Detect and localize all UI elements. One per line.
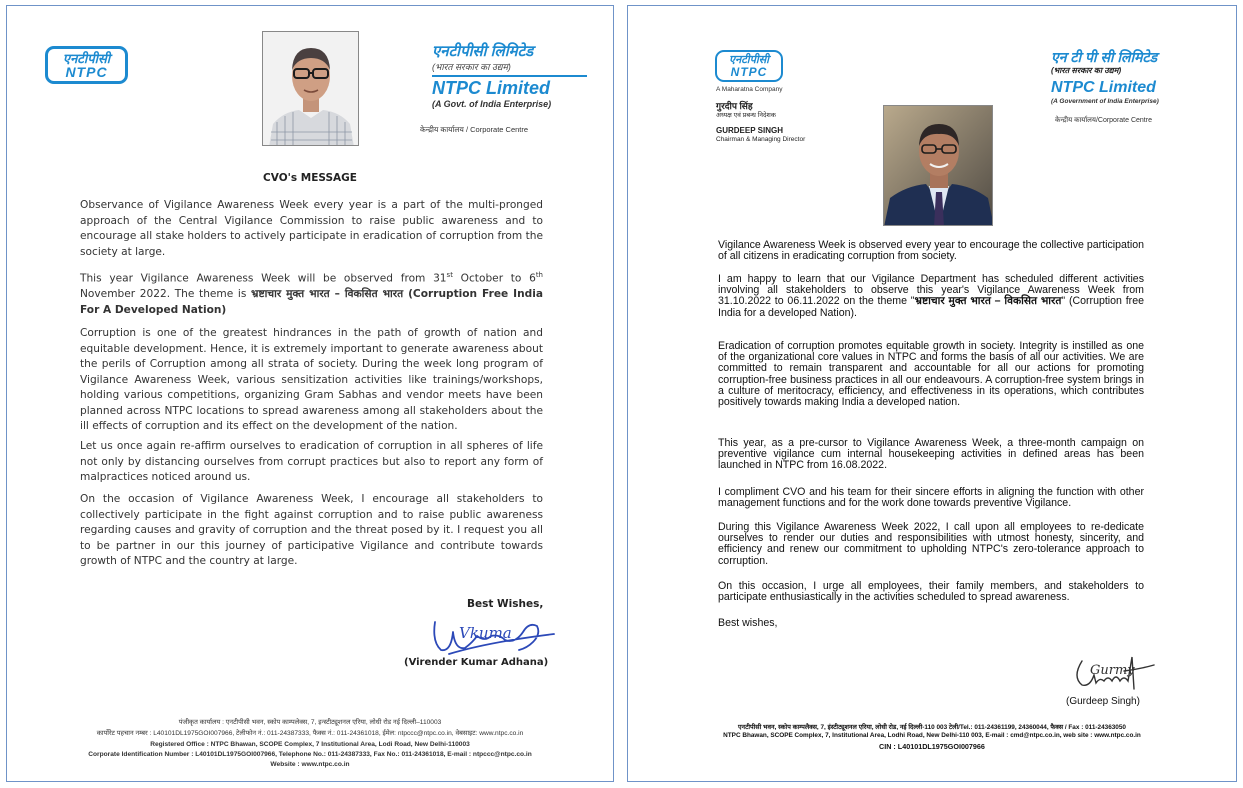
maharatna-label: A Maharatna Company — [716, 86, 783, 93]
footer-line-1: एनटीपीसी भवन, स्कोप काम्पलैक्स, 7, इंस्टीट्यूशनल एरिया, लोधी रोड, नई दिल्ली-110 003 टेली/Tel.: 011-24361199, 24360044, फैक्स / Fax : 011-24363050 — [738, 724, 1126, 731]
office-label: केन्द्रीय कार्यालय / Corporate Centre — [420, 125, 529, 134]
para2-sup-st: st — [446, 271, 453, 279]
footer-line-1: पंजीकृत कार्यालय : एनटीपीसी भवन, स्कोप काम्पलेक्स, 7, इन्स्टीट्यूशनल एरिया, लोधी रोड नई दिल्ली–110003 — [178, 719, 442, 726]
footer-line-3: CIN : L40101DL1975GOI007966 — [879, 742, 985, 751]
para2-sup-th: th — [535, 271, 543, 279]
logo-english-text: NTPC — [730, 65, 768, 79]
footer-line-2: NTPC Bhawan, SCOPE Complex, 7, Institutional Area, Lodhi Road, New Delhi-110 003, E-mail : cmd@ntpc.co.in, web site : www.ntpc.co.in — [723, 732, 1141, 739]
footer-line-3: Registered Office : NTPC Bhawan, SCOPE Complex, 7 Institutional Area, Lodi Road, New Delhi-110003 — [150, 741, 470, 748]
paragraph-6: During this Vigilance Awareness Week 2022, I call upon all employees to re-dedicate ourselves to render our duties and responsibilities with utmost honesty, sincerity, and efficiency and renew our commitment to upholding NTPC's zero-tolerance approach to corruption. — [718, 521, 1144, 567]
logo-english-text: NTPC — [65, 64, 108, 80]
company-name-hindi: एनटीपीसी लिमिटेड — [432, 43, 534, 60]
para2-text-a: This year Vigilance Awareness Week will be observed from 31 — [80, 272, 447, 285]
cmd-designation-hindi: अध्यक्ष एवं प्रबन्ध निदेशक — [716, 111, 776, 119]
cmd-name-block — [716, 101, 805, 144]
message-title: CVO's MESSAGE — [263, 172, 357, 184]
paragraph-4: Let us once again re-affirm ourselves to eradication of corruption in all spheres of life not only by distancing ourselves from corrupt practices but also to report any form of malpractices noticed around us. — [80, 440, 543, 483]
company-brand-block — [432, 44, 587, 110]
footer-line-5: Website : www.ntpc.co.in — [270, 761, 350, 768]
ntpc-logo — [715, 50, 783, 82]
paragraph-3: Eradication of corruption promotes equitable growth in society. Integrity is instilled as one of the organizational core values in NTPC and forms the basis of all our activities. We are committed to remain transparent and accountable for all our actions for promoting corruption-free business practices in all our endeavours. A corruption-free system brings in a culture of meritocracy, efficiency, and effectiveness in its operations, which contributes positively towards making India a developed nation. — [718, 340, 1144, 409]
signatory-name: (Virender Kumar Adhana) — [404, 657, 549, 668]
paragraph-5: On the occasion of Vigilance Awareness Week, I encourage all stakeholders to collectively participate in the fight against corruption and to raise public awareness regarding causes and gravity of corruption and the threat posed by it. I request you all to be partner in our this journey of participative Vigilance and contribute towards growth of NTPC and the country at large. — [80, 493, 543, 567]
govt-enterprise-hindi: (भारत सरकार का उद्यम) — [432, 61, 511, 72]
govt-enterprise-english: (A Government of India Enterprise) — [1051, 97, 1159, 105]
paragraph-4: This year, as a pre-cursor to Vigilance Awareness Week, a three-month campaign on preventive vigilance cum internal housekeeping activities in defined areas has been launched in NTPC from 16.08.2022. — [718, 437, 1144, 472]
paragraph-2 — [718, 274, 1144, 319]
company-brand-block — [1051, 50, 1191, 105]
cvo-message-letter — [6, 5, 614, 782]
best-wishes: Best wishes, — [718, 617, 778, 629]
brand-rule — [432, 75, 587, 77]
cmd-message-letter — [627, 5, 1237, 782]
govt-enterprise-english: (A Govt. of India Enterprise) — [432, 99, 552, 110]
company-name-hindi: एन टी पी सी लिमिटेड — [1051, 49, 1158, 65]
ntpc-logo — [45, 46, 128, 84]
para2-text-a: I am happy to learn that our Vigilance Department has scheduled different activities involving all stakeholders to observe this year's Vigilance Awareness Week from 31.10.2022 to 06.11.2022 on the theme " — [718, 273, 1144, 308]
theme-english: (Corruption Free India For A Developed Nation) — [80, 288, 543, 316]
theme-hindi: भ्रष्टाचार मुक्त भारत – विकसित भारत — [914, 295, 1062, 308]
footer-line-4: Corporate Identification Number : L40101DL1975GOI007966, Telephone No.: 011-24387333, Fax No.: 011-24361018, E-mail : ntpccc@ntpc.co.in — [88, 751, 532, 758]
paragraph-3: Corruption is one of the greatest hindrances in the path of growth of nation and equitable development. Hence, it is extremely important to generate awareness about the perils of Corruption among all strata of society. During the week long program of Vigilance Awareness Week, various sensitization activities like trainings/workshops, holding various competitions, organizing Gram Sabhas and vendor meets have been planned across NTPC locations to spread awareness among all stakeholders about the ill effects of corruption and its effect on the development of the nation. — [80, 327, 543, 432]
cmd-photo — [883, 105, 993, 226]
signature — [429, 612, 559, 660]
best-wishes: Best Wishes, — [467, 598, 544, 610]
signature-text: Vkuma — [459, 624, 512, 642]
paragraph-1: Vigilance Awareness Week is observed every year to encourage the collective participation of all citizens in eradicating corruption from society. — [718, 239, 1144, 263]
logo-hindi-text: एनटीपीसी — [729, 54, 769, 66]
logo-hindi-text: एनटीपीसी — [62, 51, 111, 66]
cmd-designation-english: Chairman & Managing Director — [716, 136, 806, 144]
company-name-english: NTPC Limited — [1051, 79, 1156, 97]
para2-text-b: " (Corruption free India for a developed Nation). — [718, 295, 1144, 319]
paragraph-1: Observance of Vigilance Awareness Week every year is a part of the multi-pronged approach of the Central Vigilance Commission to raise public awareness and to encourage all stake holders to actively participate in eradication of corruption from the society at large. — [80, 199, 543, 258]
signature-text: Gurmy — [1090, 663, 1135, 678]
office-label: केन्द्रीय कार्यालय/Corporate Centre — [1055, 117, 1152, 124]
para2-text-c: November 2022. The theme is — [80, 288, 251, 301]
signatory-name: (Gurdeep Singh) — [1066, 696, 1140, 707]
company-name-english: NTPC Limited — [432, 78, 551, 99]
theme-hindi: भ्रष्टाचार मुक्त भारत – विकसित भारत — [251, 288, 404, 301]
paragraph-7: On this occasion, I urge all employees, their family members, and stakeholders to participate enthusiastically in the activities scheduled to spread awareness. — [718, 580, 1144, 604]
govt-enterprise-hindi: (भारत सरकार का उद्यम) — [1051, 66, 1122, 76]
paragraph-5: I compliment CVO and his team for their sincere efforts in aligning the function with other management functions and for the work done towards preventive Vigilance. — [718, 486, 1144, 510]
paragraph-2 — [80, 268, 543, 318]
cmd-name-english: GURDEEP SINGH — [716, 125, 783, 135]
signature — [1068, 651, 1163, 695]
para2-text-b: October to 6 — [452, 272, 536, 285]
footer-line-2: कार्पोरेट पहचान नम्बर : L40101DL1975GOI007966, टेलीफोन नं.: 011-24387333, फैक्स नं.: 011-24361018, ईमेल: ntpccc@ntpc.co.in, वेबसाइट: www.ntpc.co.in — [96, 730, 524, 737]
cmd-name-hindi: गुरदीप सिंह — [716, 101, 753, 111]
cvo-photo — [262, 31, 359, 146]
